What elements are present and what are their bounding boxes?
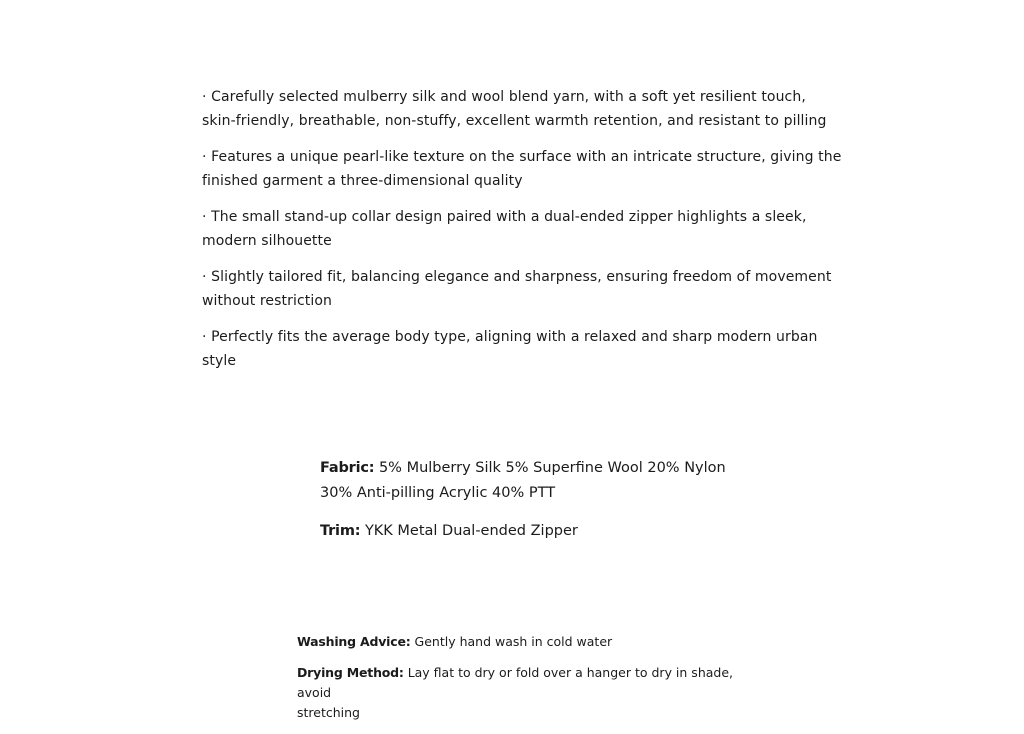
feature-list xyxy=(202,86,842,386)
care-section xyxy=(297,632,767,734)
fabric-row xyxy=(320,456,740,505)
washing-value: Gently hand wash in cold water xyxy=(414,634,613,649)
washing-row xyxy=(297,632,767,652)
drying-row xyxy=(297,663,767,723)
trim-row xyxy=(320,519,740,544)
feature-item-fabric-blend: · Carefully selected mulberry silk and wool blend yarn, with a soft yet resilient touch, skin-friendly, breathable, non-stuffy, excellent warmth retention, and resistant to pilling xyxy=(202,89,827,129)
trim-label: Trim: xyxy=(320,523,361,539)
feature-item-collar: · The small stand-up collar design paired with a dual-ended zipper highlights a sleek, modern silhouette xyxy=(202,209,807,249)
trim-value: YKK Metal Dual-ended Zipper xyxy=(364,523,578,539)
drying-label: Drying Method: xyxy=(297,665,404,680)
fabric-label: Fabric: xyxy=(320,460,375,476)
washing-label: Washing Advice: xyxy=(297,634,411,649)
feature-item-fit: · Slightly tailored fit, balancing elegance and sharpness, ensuring freedom of movement without restriction xyxy=(202,269,832,309)
feature-item-body-type: · Perfectly fits the average body type, aligning with a relaxed and sharp modern urban style xyxy=(202,329,818,369)
drying-value: Lay flat to dry or fold over a hanger to dry in shade, avoid stretching xyxy=(297,665,733,720)
composition-section xyxy=(320,456,740,558)
feature-item-texture: · Features a unique pearl-like texture on the surface with an intricate structure, giving the finished garment a three-dimensional quality xyxy=(202,149,842,189)
fabric-value: 5% Mulberry Silk 5% Superfine Wool 20% Nylon 30% Anti-pilling Acrylic 40% PTT xyxy=(320,460,726,501)
